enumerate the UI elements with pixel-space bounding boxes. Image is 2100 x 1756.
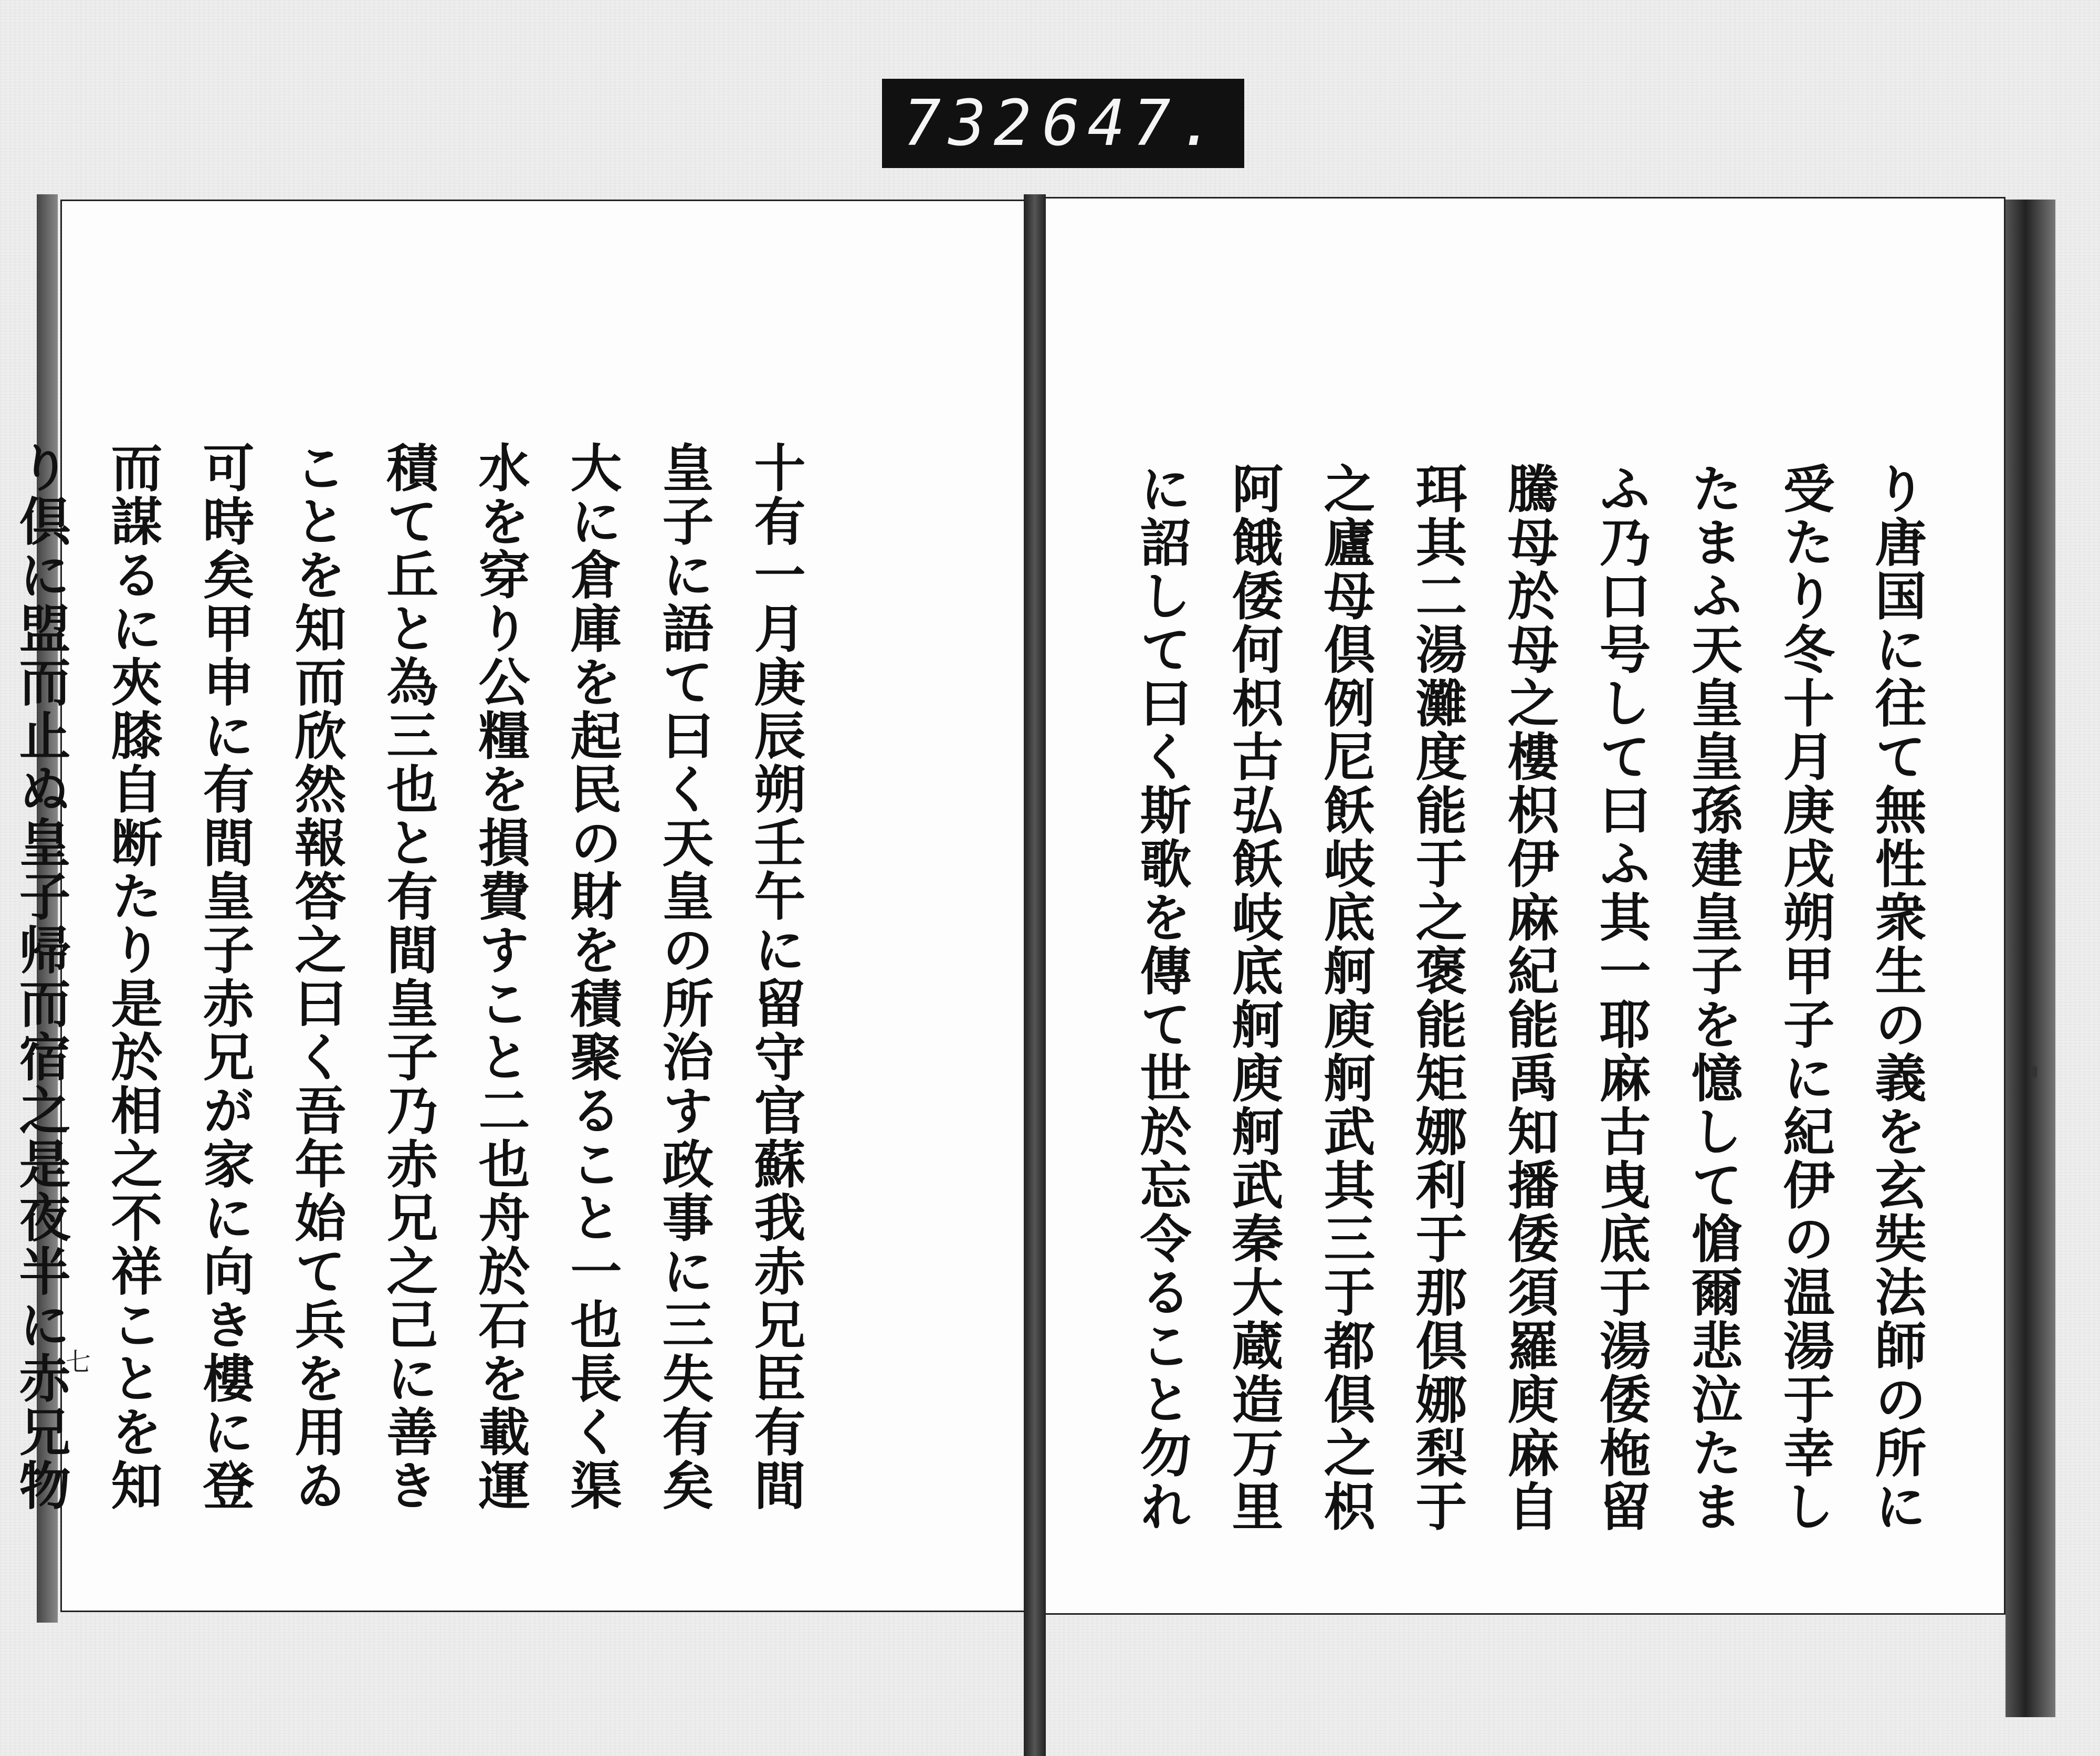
right-column-1: り唐国に往て無性衆生の義を玄奘法師の所に [1866,462,1927,1533]
left-column-6: ことを知而欣然報答之曰く吾年始て兵を用ゐ [286,441,346,1512]
margin-mark [2032,1066,2037,1078]
page-number: 七 [66,1347,91,1377]
left-column-8: 而謀るに夾膝自断たり是於相之不祥ことを知 [102,441,163,1512]
right-column-3: たまふ天皇皇孫建皇子を憶して愴爾悲泣たま [1683,462,1743,1533]
left-column-4: 水を穿り公糧を損費すこと二也舟於石を載運 [470,441,530,1512]
right-column-9: に詔して曰く斯歌を傳て世於忘令ること勿れ [1131,462,1192,1533]
book-gutter [1024,194,1046,1756]
right-column-5: 騰母於母之樓枳伊麻紀能禹知播倭須羅庾麻自 [1499,462,1559,1533]
right-column-7: 之廬母倶例尼飫岐底舸庾舸武其三于都倶之枳 [1315,462,1376,1533]
left-column-9: り倶に盟而止ぬ皇子帰而宿之是夜半に赤兄物 [10,441,71,1512]
left-column-3: 大に倉庫を起民の財を積聚ること一也長く渠 [562,441,622,1512]
right-column-4: ふ乃口号して曰ふ其一耶麻古曳底于湯倭柂留 [1591,462,1651,1533]
right-column-8: 阿餓倭何枳古弘飫岐底舸庾舸武秦大蔵造万里 [1223,462,1284,1533]
left-page-text [10,441,822,1544]
frame-number-right: 647. [1042,87,1223,160]
right-column-6: 珥其二湯灘度能于之褒能矩娜利于那倶娜梨于 [1407,462,1467,1533]
right-page-text [1131,462,1942,1533]
frame-number-label [882,79,1244,168]
left-column-5: 積て丘と為三也と有間皇子乃赤兄之己に善き [378,441,438,1512]
book-edge-right [2006,200,2055,1717]
left-column-7: 可時矣甲申に有間皇子赤兄が家に向き樓に登 [194,441,255,1512]
right-column-2: 受たり冬十月庚戌朔甲子に紀伊の温湯于幸し [1774,462,1835,1533]
frame-number-left: 732 [903,87,1039,160]
left-column-1: 十有一月庚辰朔壬午に留守官蘇我赤兄臣有間 [746,441,806,1512]
left-column-2: 皇子に語て曰く天皇の所治す政事に三失有矣 [654,441,714,1512]
